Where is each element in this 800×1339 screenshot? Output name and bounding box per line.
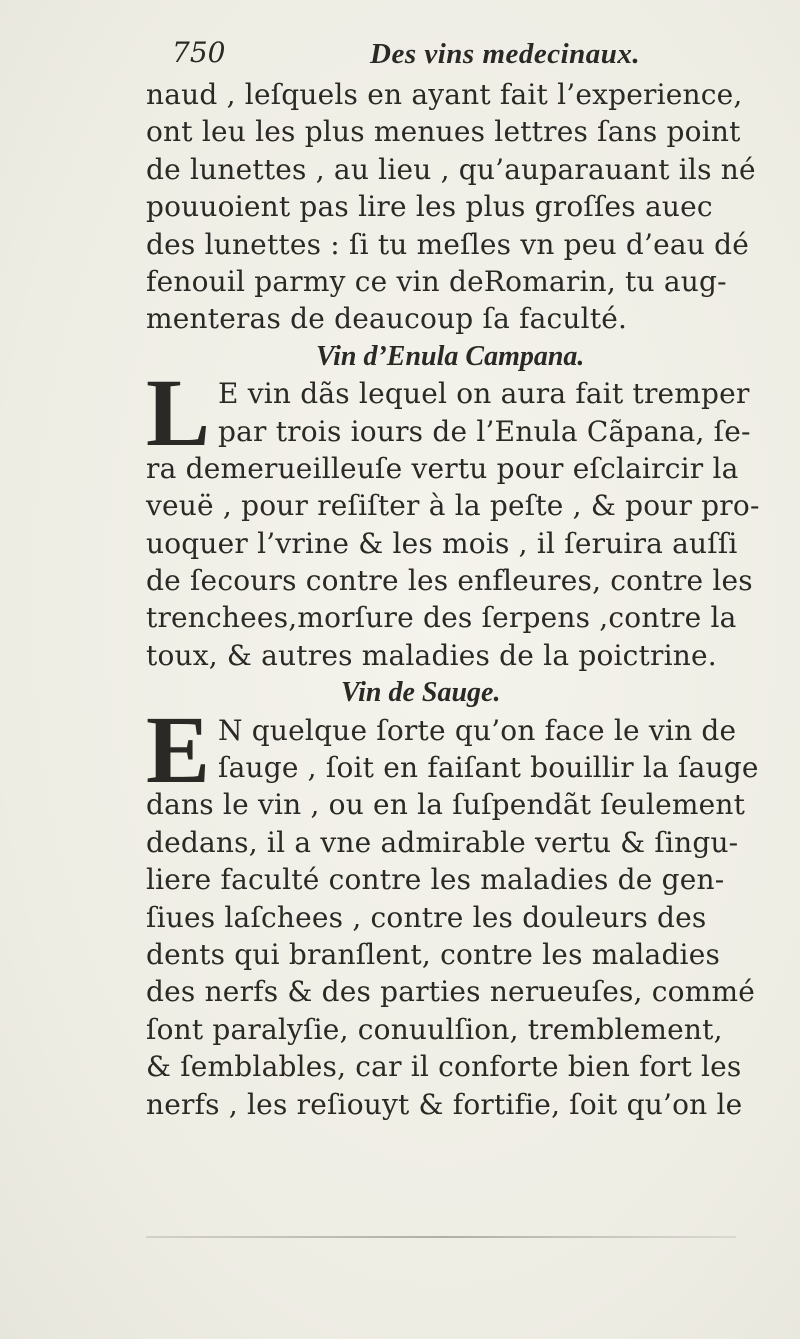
- drop-cap: E: [146, 695, 211, 803]
- section-title-enula: Vin d’Enula Campana.: [316, 340, 585, 372]
- text-line: liere faculté contre les maladies de gen-: [146, 863, 725, 897]
- text-line: des nerfs & des parties nerueuſes, commé: [146, 975, 755, 1009]
- text-line: pouuoient pas lire les plus groſſes auec: [146, 190, 713, 224]
- text-line: & ſemblables, car il conforte bien fort les: [146, 1050, 742, 1084]
- text-line: ſauge , ſoit en faiſant bouillir la ſauge: [218, 751, 759, 785]
- text-line: dans le vin , ou en la ſuſpendãt ſeulement: [146, 788, 746, 822]
- intro-paragraph: [146, 76, 796, 338]
- text-line: ſiues laſchees , contre les douleurs des: [146, 900, 707, 934]
- text-line: veuë , pour reſiſter à la peſte , & pour pro-: [146, 489, 760, 523]
- text-line: menteras de deaucoup ſa faculté.: [146, 302, 628, 336]
- section-paragraph-enula: [146, 359, 796, 674]
- page-number: 750: [172, 36, 226, 69]
- text-line: ont leu les plus menues lettres ſans point: [146, 115, 741, 149]
- page-header: [172, 36, 692, 76]
- text-line: N quelque ſorte qu’on face le vin de: [218, 713, 737, 747]
- text-line: fenouil parmy ce vin deRomarin, tu aug-: [146, 264, 727, 298]
- text-line: trenchees,morſure des ſerpens ,contre la: [146, 601, 737, 635]
- text-line: toux, & autres maladies de la poictrine.: [146, 638, 717, 672]
- running-title: Des vins medecinaux.: [370, 38, 641, 70]
- section-paragraph-sauge: [146, 695, 796, 1123]
- text-line: des lunettes : ſi tu meſles vn peu d’eau dé: [146, 227, 750, 261]
- drop-cap: L: [146, 359, 211, 467]
- page-bottom-rule: [146, 1236, 736, 1238]
- text-body: [146, 76, 796, 1123]
- text-line: ſont paralyſie, conuulſion, tremblement,: [146, 1012, 723, 1046]
- text-line: uoquer l’vrine & les mois , il ſeruira auſſi: [146, 526, 738, 560]
- text-line: naud , leſquels en ayant fait l’experience,: [146, 78, 743, 111]
- text-line: dedans, il a vne admirable vertu & ſingu-: [146, 825, 739, 859]
- text-line: E vin dãs lequel on aura fait tremper: [218, 377, 750, 411]
- text-line: ra demerueilleuſe vertu pour eſclaircir la: [146, 451, 739, 485]
- text-line: dents qui branſlent, contre les maladies: [146, 937, 721, 971]
- text-line: par trois iours de l’Enula Cãpana, ſe-: [218, 414, 751, 448]
- text-line: nerfs , les reſiouyt & fortifie, ſoit qu’on le: [146, 1087, 743, 1121]
- text-line: de lunettes , au lieu , qu’auparauant ils né: [146, 152, 756, 186]
- text-line: de ſecours contre les enfleures, contre les: [146, 564, 753, 598]
- section-title-sauge: Vin de Sauge.: [341, 677, 501, 709]
